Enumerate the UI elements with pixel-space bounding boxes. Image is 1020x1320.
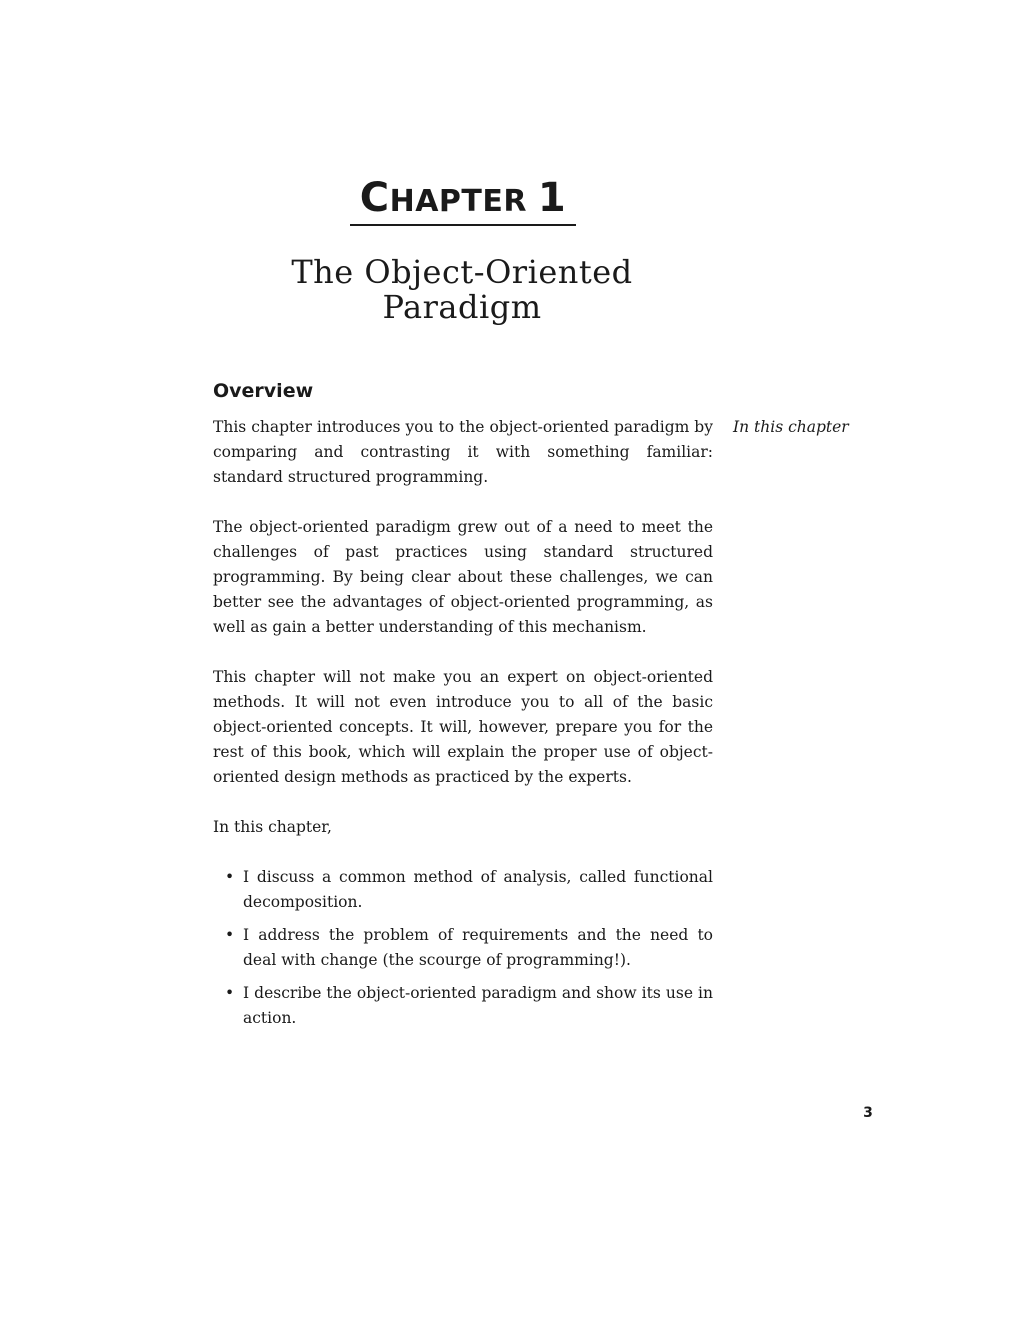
bullet-icon: • — [225, 868, 235, 886]
paragraph-origins: The object-oriented paradigm grew out of a need to meet the challenges of past practices using standard structured programming. By being clear about these challenges, we can better see the advantages of object-oriented programming, as well as gain a better understanding of this mechanism. — [213, 518, 713, 636]
chapter-label — [350, 176, 576, 226]
body-text — [213, 415, 713, 1039]
chapter-title-line-1: The Object-Oriented — [291, 253, 633, 291]
list-item — [213, 865, 713, 915]
paragraph-intro: This chapter introduces you to the object-oriented paradigm by comparing and contrasting it with something familiar: standard structured programming. — [213, 418, 713, 486]
page-number: 3 — [863, 1105, 873, 1121]
list-item — [213, 923, 713, 973]
paragraph-scope: This chapter will not make you an expert on object-oriented methods. It will not even introduce you to all of the basic object-oriented concepts. It will, however, prepare you for the rest of this book, which will explain the proper use of object-oriented design methods as practiced by the experts. — [213, 668, 713, 786]
section-heading: Overview — [213, 380, 314, 402]
chapter-title — [252, 255, 672, 325]
paragraph-list-intro: In this chapter, — [213, 818, 332, 836]
bullet-list — [213, 865, 713, 1031]
list-item-text: I discuss a common method of analysis, called functional decomposition. — [243, 868, 713, 911]
list-item-text: I address the problem of requirements and the need to deal with change (the scourge of programming!). — [243, 926, 713, 969]
chapter-label-rest: HAPTER — [389, 184, 527, 219]
bullet-icon: • — [225, 926, 235, 944]
list-item — [213, 981, 713, 1031]
bullet-icon: • — [225, 984, 235, 1002]
chapter-title-line-2: Paradigm — [382, 288, 542, 326]
margin-note: In this chapter — [733, 418, 849, 436]
list-item-text: I describe the object-oriented paradigm and show its use in action. — [243, 984, 713, 1027]
chapter-number: 1 — [537, 175, 567, 221]
chapter-label-initial: C — [359, 175, 390, 221]
